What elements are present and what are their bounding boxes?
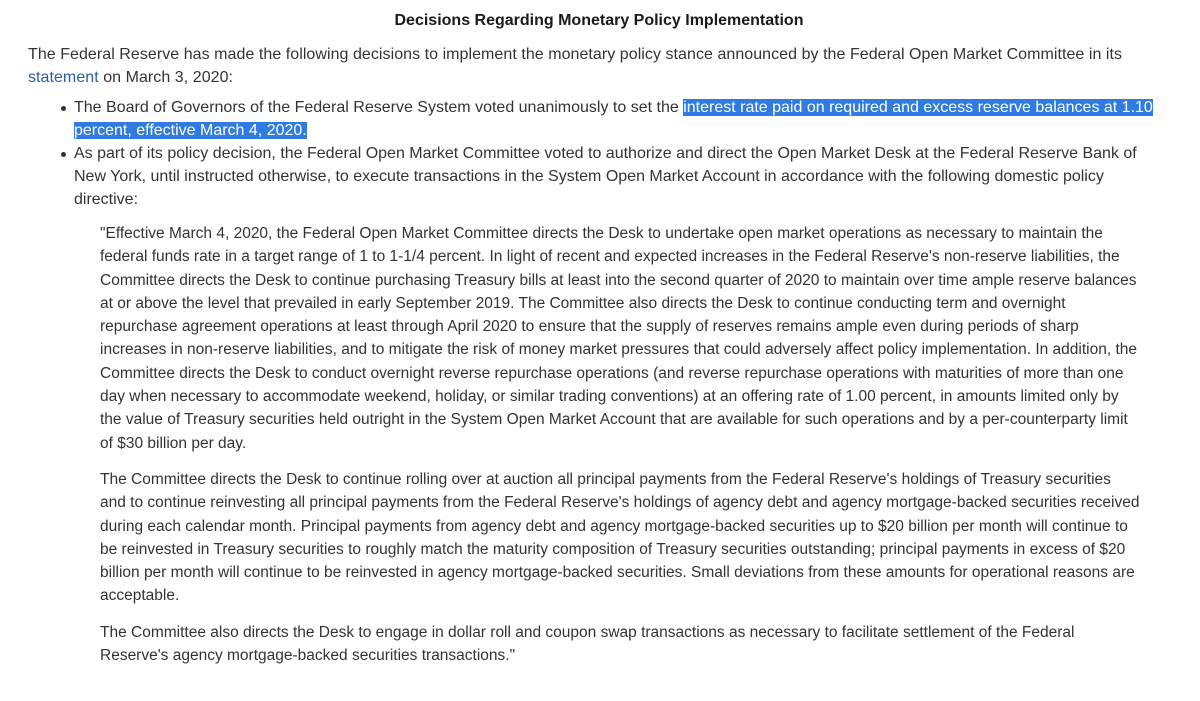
statement-link[interactable]: statement <box>28 69 99 86</box>
page-title: Decisions Regarding Monetary Policy Implementation <box>394 12 804 29</box>
directive-paragraph: The Committee directs the Desk to continue rolling over at auction all principal payments from the Federal Reserve's holdings of Treasury securities and to continue reinvesting all principal payments from the Federal Reserve's holdings of agency debt and agency mortgage-backed securities received during each calendar month. Principal payments from agency debt and agency mortgage-backed securities up to $20 billion per month will continue to be reinvested in Treasury securities to roughly match the maturity composition of Treasury securities outstanding; principal payments in excess of $20 billion per month will continue to be reinvested in agency mortgage-backed securities. Small deviations from these amounts for operational reasons are acceptable. <box>100 470 1140 605</box>
intro-text-before: The Federal Reserve has made the following decisions to implement the monetary policy stance announced by the Federal Open Market Committee in its <box>28 46 1123 63</box>
selected-text-highlight[interactable]: interest rate paid on required and excess reserve balances at 1.10 percent, effective March 4, 2020. <box>74 99 1153 139</box>
decisions-list <box>28 96 1170 667</box>
directive-paragraph: The Committee also directs the Desk to engage in dollar roll and coupon swap transactions as necessary to facilitate settlement of the Federal Reserve's agency mortgage-backed securities transactions." <box>100 623 1075 665</box>
bullet-1-text: The Board of Governors of the Federal Reserve System voted unanimously to set the <box>74 99 684 116</box>
directive-paragraph: "Effective March 4, 2020, the Federal Open Market Committee directs the Desk to undertake open market operations as necessary to maintain the federal funds rate in a target range of 1 to 1-1/4 percent. In light of recent and expected increases in the Federal Reserve's non-reserve liabilities, the Committee directs the Desk to continue purchasing Treasury bills at least into the second quarter of 2020 to maintain over time ample reserve balances at or above the level that prevailed in early September 2019. The Committee also directs the Desk to continue conducting term and overnight repurchase agreement operations at least through April 2020 to ensure that the supply of reserves remains ample even during periods of sharp increases in non-reserve liabilities, and to mitigate the risk of money market pressures that could adversely affect policy implementation. In addition, the Committee directs the Desk to conduct overnight reverse repurchase operations (and reverse repurchase operations with maturities of more than one day when necessary to accommodate weekend, holiday, or similar trading conventions) at an offering rate of 1.00 percent, in amounts limited only by the value of Treasury securities held outright in the System Open Market Account that are available for such operations and by a per-counterparty limit of $30 billion per day. <box>100 225 1138 452</box>
bullet-2-text: As part of its policy decision, the Federal Open Market Committee voted to authorize and direct the Open Market Desk at the Federal Reserve Bank of New York, until instructed otherwise, to execute transactions in the System Open Market Account in accordance with the following domestic policy directive: <box>74 145 1137 208</box>
list-item <box>74 96 1170 142</box>
intro-paragraph <box>28 43 1170 89</box>
intro-text-after: on March 3, 2020: <box>98 69 234 86</box>
policy-directive-quote <box>100 222 1140 667</box>
list-item <box>74 142 1170 667</box>
